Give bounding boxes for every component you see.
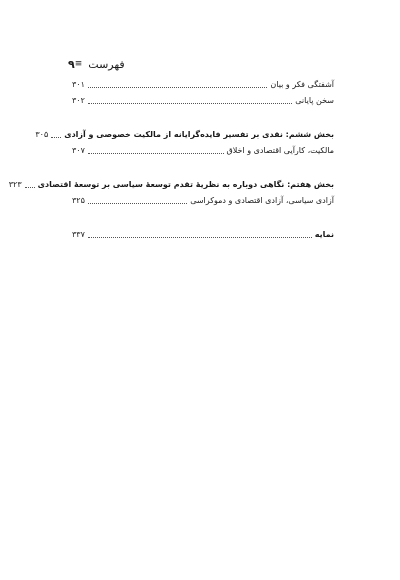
toc-entry-page: ۳۰۷: [72, 146, 85, 155]
toc-section-label: بخش ششم: نقدی بر تفسیر فایده‌گرایانه از مالکیت خصوصی و آزادی: [64, 130, 334, 139]
dot-leader: [88, 103, 292, 104]
dot-leader: [88, 203, 187, 204]
header-page-number: ۹: [68, 57, 75, 71]
toc-entry: [72, 140, 334, 156]
dot-leader: [25, 187, 35, 188]
dot-leader: [88, 87, 268, 88]
toc-entry-page: ۳۰۵: [35, 130, 49, 139]
toc-section-label: بخش هفتم: نگاهی دوباره به نظریهٔ تقدم توسعهٔ سیاسی بر توسعهٔ اقتصادی: [37, 180, 334, 189]
toc-entry-page: ۳۲۵: [72, 196, 85, 205]
toc-section-entry: [8, 174, 334, 190]
toc-section-label: نمایه: [314, 230, 334, 239]
toc-entry-page: ۳۲۳: [8, 180, 22, 189]
toc-entry-label: آزادی سیاسی، آزادی اقتصادی و دموکراسی: [190, 196, 334, 205]
toc-group-4: [72, 224, 334, 240]
toc-section-entry: [35, 124, 334, 140]
toc-entry-label: آشفتگی فکر و بیان: [270, 80, 334, 89]
header-title: فهرست: [88, 57, 125, 71]
toc-entry: [72, 74, 334, 90]
toc-group-2: [35, 124, 334, 156]
toc-entry: [72, 190, 334, 206]
dot-leader: [88, 237, 312, 238]
running-header: [68, 55, 146, 73]
dot-leader: [88, 153, 224, 154]
toc-entry-page: ۳۳۷: [72, 230, 85, 239]
toc-entry-page: ۳۰۲: [72, 96, 85, 105]
toc-entry: [72, 90, 334, 106]
toc-entry-page: ۳۰۱: [72, 80, 85, 89]
header-separator-icon: ≡: [74, 59, 83, 69]
toc-entry-label: مالکیت، کارآیی اقتصادی و اخلاق: [226, 146, 334, 155]
toc-group-1: [72, 74, 334, 106]
toc-section-entry: [72, 224, 334, 240]
toc-entry-label: سخن پایانی: [295, 96, 334, 105]
toc-group-3: [8, 174, 334, 206]
dot-leader: [51, 137, 61, 138]
